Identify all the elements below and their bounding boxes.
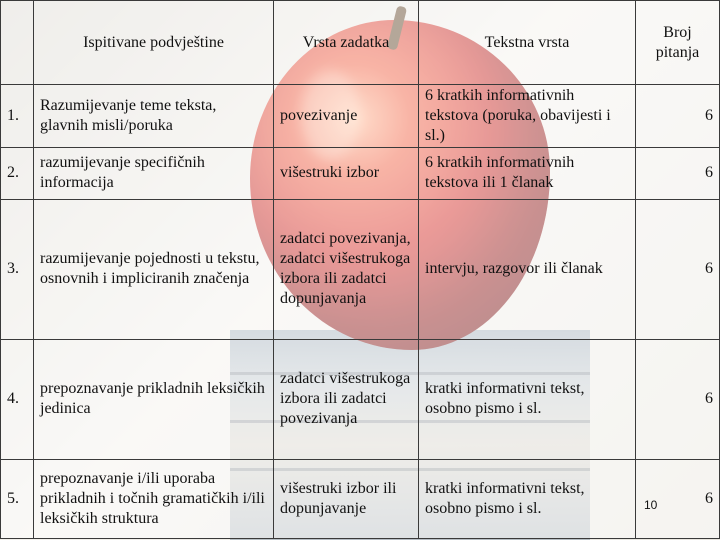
row-count: 6	[636, 339, 720, 459]
header-row	[1, 1, 720, 85]
header-area: Ispitivane podvještine	[34, 1, 274, 85]
row-text: kratki informativni tekst, osobno pismo i sl.	[419, 459, 636, 538]
row-text: 6 kratkih informativnih tekstova (poruka, obavijesti i sl.)	[419, 85, 636, 148]
table-row	[1, 200, 720, 340]
row-area: razumijevanje specifičnih informacija	[34, 147, 274, 199]
row-area: prepoznavanje prikladnih leksičkih jedinica	[34, 339, 274, 459]
row-task: višestruki izbor	[274, 147, 419, 199]
row-number: 5.	[1, 459, 34, 538]
table-row	[1, 339, 720, 459]
row-text: intervju, razgovor ili članak	[419, 200, 636, 340]
header-text: Tekstna vrsta	[419, 1, 636, 85]
row-number: 1.	[1, 85, 34, 148]
row-number: 3.	[1, 200, 34, 340]
row-count: 6	[636, 85, 720, 148]
row-count: 6	[636, 459, 720, 538]
table-row	[1, 147, 720, 199]
header-count: Broj pitanja	[636, 1, 720, 85]
header-num	[1, 1, 34, 85]
row-task: povezivanje	[274, 85, 419, 148]
row-count: 6	[636, 200, 720, 340]
table-row	[1, 85, 720, 148]
row-count: 6	[636, 147, 720, 199]
row-area: Razumijevanje teme teksta, glavnih misli/poruka	[34, 85, 274, 148]
row-number: 2.	[1, 147, 34, 199]
row-text: 6 kratkih informativnih tekstova ili 1 članak	[419, 147, 636, 199]
row-number: 4.	[1, 339, 34, 459]
row-task: višestruki izbor ili dopunjavanje	[274, 459, 419, 538]
row-area: prepoznavanje i/ili uporaba prikladnih i točnih gramatičkih i/ili leksičkih struktura	[34, 459, 274, 538]
row-task: zadatci višestrukoga izbora ili zadatci povezivanja	[274, 339, 419, 459]
row-task: zadatci povezivanja, zadatci višestrukoga izbora ili zadatci dopunjavanja	[274, 200, 419, 340]
row-text: kratki informativni tekst, osobno pismo i sl.	[419, 339, 636, 459]
table-row	[1, 459, 720, 538]
header-task: Vrsta zadatka	[274, 1, 419, 85]
row-area: razumijevanje pojednosti u tekstu, osnovnih i impliciranih značenja	[34, 200, 274, 340]
page-number: 10	[644, 498, 658, 512]
